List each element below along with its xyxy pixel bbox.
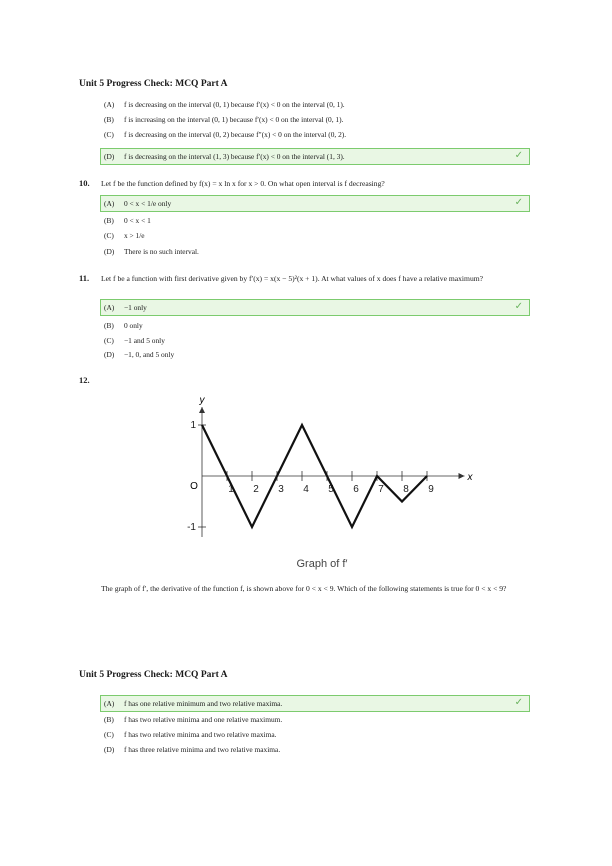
option-text: 0 only — [124, 321, 143, 330]
option-label: (D) — [104, 152, 115, 161]
option-text: f has two relative minima and two relative maxima. — [124, 730, 277, 739]
option-text: −1 only — [124, 303, 147, 312]
y-tick-label: 1 — [190, 420, 196, 431]
option-label: (C) — [104, 730, 114, 739]
x-tick-label: 2 — [253, 484, 259, 495]
option-label: (D) — [104, 247, 115, 256]
q12-number: 12. — [79, 375, 90, 385]
q10-option-a[interactable] — [100, 195, 530, 212]
option-label: (A) — [104, 303, 115, 312]
q9-option-b[interactable] — [100, 114, 530, 126]
q11-number: 11. — [79, 273, 90, 283]
option-text: f has three relative minima and two relative maxima. — [124, 745, 281, 754]
x-tick-label: 4 — [303, 484, 309, 495]
chart-ticks — [187, 420, 434, 533]
chart-axes — [199, 407, 465, 537]
q12-option-b[interactable] — [100, 714, 530, 726]
y-tick-label: -1 — [187, 522, 196, 533]
option-label: (B) — [104, 216, 114, 225]
q12-option-d[interactable] — [100, 744, 530, 756]
q9-option-d[interactable] — [100, 148, 530, 165]
x-tick-label: 3 — [278, 484, 284, 495]
option-label: (A) — [104, 100, 115, 109]
page-header: Unit 5 Progress Check: MCQ Part A — [79, 79, 228, 89]
option-text: 0 < x < 1/e only — [124, 199, 172, 208]
option-text: −1, 0, and 5 only — [124, 350, 175, 359]
option-text: −1 and 5 only — [124, 336, 165, 345]
option-label: (C) — [104, 336, 114, 345]
option-text: f has two relative minima and one relative maximum. — [124, 715, 283, 724]
option-label: (C) — [104, 231, 114, 240]
option-text: f is decreasing on the interval (0, 2) because f″(x) < 0 on the interval (0, 2). — [124, 130, 347, 139]
q12-option-c[interactable] — [100, 729, 530, 741]
option-label: (A) — [104, 199, 115, 208]
option-text: 0 < x < 1 — [124, 216, 151, 225]
check-icon: ✓ — [514, 301, 523, 312]
option-text: f is decreasing on the interval (1, 3) because f′(x) < 0 on the interval (1, 3). — [124, 152, 345, 161]
option-text: x > 1/e — [124, 231, 145, 240]
option-label: (C) — [104, 130, 114, 139]
q11-option-d[interactable] — [100, 349, 530, 361]
option-label: (B) — [104, 715, 114, 724]
q11-option-a[interactable] — [100, 299, 530, 316]
x-tick-label: 1 — [228, 484, 234, 495]
check-icon: ✓ — [514, 197, 523, 208]
q11-option-b[interactable] — [100, 320, 530, 332]
x-axis-arrow-icon — [459, 473, 465, 479]
derivative-graph — [170, 385, 473, 575]
q12-option-a[interactable] — [100, 695, 530, 712]
option-label: (D) — [104, 350, 115, 359]
check-icon: ✓ — [514, 150, 523, 161]
q10-option-c[interactable] — [100, 230, 530, 242]
option-text: There is no such interval. — [124, 247, 199, 256]
option-text: f is decreasing on the interval (0, 1) because f′(x) < 0 on the interval (0, 1). — [124, 100, 345, 109]
x-axis-label: x — [467, 472, 473, 483]
q12-text: The graph of f′, the derivative of the function f, is shown above for 0 < x < 9. Which of the following statements is true for 0 < x < 9? — [101, 584, 507, 593]
x-tick-label: 6 — [353, 484, 359, 495]
y-axis-label: y — [199, 395, 205, 406]
q10-text: Let f be the function defined by f(x) = x ln x for x > 0. On what open interval is f decreasing? — [101, 179, 385, 188]
q10-option-d[interactable] — [100, 246, 530, 258]
q9-option-a[interactable] — [100, 99, 530, 111]
q10-option-b[interactable] — [100, 215, 530, 227]
q11-option-c[interactable] — [100, 335, 530, 347]
option-label: (B) — [104, 115, 114, 124]
x-tick-label: 5 — [328, 484, 334, 495]
option-label: (D) — [104, 745, 115, 754]
origin-label: O — [190, 481, 198, 492]
x-tick-label: 9 — [428, 484, 434, 495]
q11-text: Let f be a function with first derivative given by f′(x) = x(x − 5)²(x + 1). At what values of x does f have a relative maximum? — [101, 274, 484, 283]
q9-option-c[interactable] — [100, 129, 530, 141]
x-tick-label: 8 — [403, 484, 409, 495]
option-text: f is increasing on the interval (0, 1) because f′(x) < 0 on the interval (0, 1). — [124, 115, 344, 124]
option-label: (B) — [104, 321, 114, 330]
q10-number: 10. — [79, 178, 90, 188]
chart-title: Graph of f′ — [296, 558, 348, 570]
check-icon: ✓ — [514, 697, 523, 708]
page-header-repeat: Unit 5 Progress Check: MCQ Part A — [79, 670, 228, 680]
y-axis-arrow-icon — [199, 407, 205, 413]
x-tick-label: 7 — [378, 484, 384, 495]
option-text: f has one relative minimum and two relative maxima. — [124, 699, 283, 708]
option-label: (A) — [104, 699, 115, 708]
